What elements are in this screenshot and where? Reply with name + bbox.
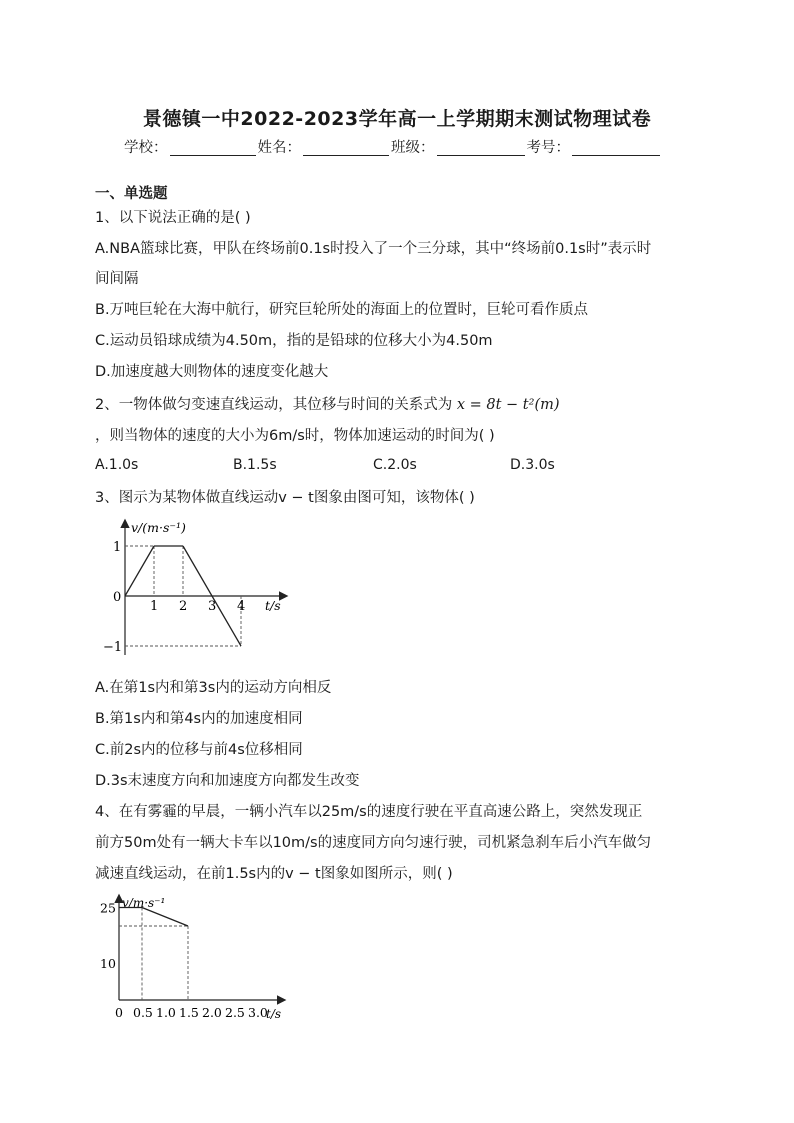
x-tick-label: 2: [179, 599, 188, 614]
school-blank[interactable]: [170, 139, 256, 156]
x-tick-label: 1.0: [156, 1005, 176, 1020]
q2-stem-line2: ，则当物体的速度的大小为6m/s时，物体加速运动的时间为( ): [95, 428, 495, 444]
series-segment: [125, 546, 154, 596]
name-blank[interactable]: [303, 139, 389, 156]
q3-option-a: A.在第1s内和第3s内的运动方向相反: [95, 680, 332, 696]
q1-option-a: A.NBA篮球比赛，甲队在终场前0.1s时投入了一个三分球，其中“终场前0.1s时”表示时: [95, 241, 652, 257]
q2-option-a: A.1.0s: [95, 457, 139, 473]
class-label: 班级：: [391, 140, 435, 156]
q2-formula: x = 8t − t²(m): [456, 397, 560, 413]
x-tick-label: 2.5: [225, 1005, 245, 1020]
y-tick-label: 10: [100, 956, 116, 971]
q1-stem: 1、以下说法正确的是( ): [95, 210, 251, 226]
q2-stem-line1: [95, 393, 560, 414]
q4-stem-line1: 4、在有雾霾的早晨，一辆小汽车以25m/s的速度行驶在平直高速公路上，突然发现正: [95, 804, 643, 820]
q1-option-c: C.运动员铅球成绩为4.50m，指的是铅球的位移大小为4.50m: [95, 333, 493, 349]
y-axis-label: v/(m·s⁻¹): [131, 520, 186, 535]
vt-graph-q4: [98, 890, 298, 1025]
q1-option-b: B.万吨巨轮在大海中航行，研究巨轮所处的海面上的位置时，巨轮可看作质点: [95, 302, 589, 318]
q3-option-c: C.前2s内的位移与前4s位移相同: [95, 742, 303, 758]
series-segment: [142, 908, 188, 927]
exam-number-label: 考号：: [526, 140, 570, 156]
x-tick-label: 3: [208, 599, 217, 614]
q3-option-b: B.第1s内和第4s内的加速度相同: [95, 711, 303, 727]
section-heading: 一、单选题: [95, 186, 168, 202]
q2-option-c: C.2.0s: [373, 457, 417, 473]
student-info-row: [124, 136, 662, 157]
exam-number-blank[interactable]: [572, 139, 660, 156]
q4-stem-line3: 减速直线运动，在前1.5s内的v − t图象如图所示，则( ): [95, 866, 453, 882]
vt-graph-q3: [98, 515, 298, 665]
x-axis-label: t/s: [266, 1007, 282, 1021]
q2-option-d: D.3.0s: [510, 457, 555, 473]
y-tick-label: 0: [113, 590, 122, 605]
y-tick-label: 25: [100, 900, 116, 916]
y-axis-label: v/m·s⁻¹: [122, 896, 166, 910]
x-tick-label: 0.5: [133, 1005, 153, 1020]
y-tick-label: −1: [103, 640, 123, 655]
x-tick-label: 1.5: [179, 1005, 199, 1020]
x-axis-label: t/s: [265, 598, 281, 613]
class-blank[interactable]: [437, 139, 525, 156]
x-tick-label: 4: [237, 599, 246, 614]
x-tick-label: 2.0: [202, 1005, 222, 1020]
exam-title: 景德镇一中2022-2023学年高一上学期期末测试物理试卷: [142, 108, 652, 130]
q1-option-a-cont: 间间隔: [95, 271, 139, 287]
q3-option-d: D.3s末速度方向和加速度方向都发生改变: [95, 773, 360, 789]
q3-stem: 3、图示为某物体做直线运动v − t图象由图可知，该物体( ): [95, 490, 475, 506]
school-label: 学校：: [124, 140, 168, 156]
x-tick-label: 1: [150, 599, 159, 614]
name-label: 姓名：: [257, 140, 301, 156]
q2-stem: 2、一物体做匀变速直线运动，其位移与时间的关系式为: [95, 397, 453, 413]
q2-option-b: B.1.5s: [233, 457, 277, 473]
q1-option-d: D.加速度越大则物体的速度变化越大: [95, 364, 329, 380]
x-tick-label: 3.0: [248, 1005, 268, 1020]
y-tick-label: 1: [113, 540, 122, 555]
q4-stem-line2: 前方50m处有一辆大卡车以10m/s的速度同方向匀速行驶，司机紧急刹车后小汽车做匀: [95, 835, 652, 851]
x-tick-label: 0: [115, 1005, 123, 1020]
